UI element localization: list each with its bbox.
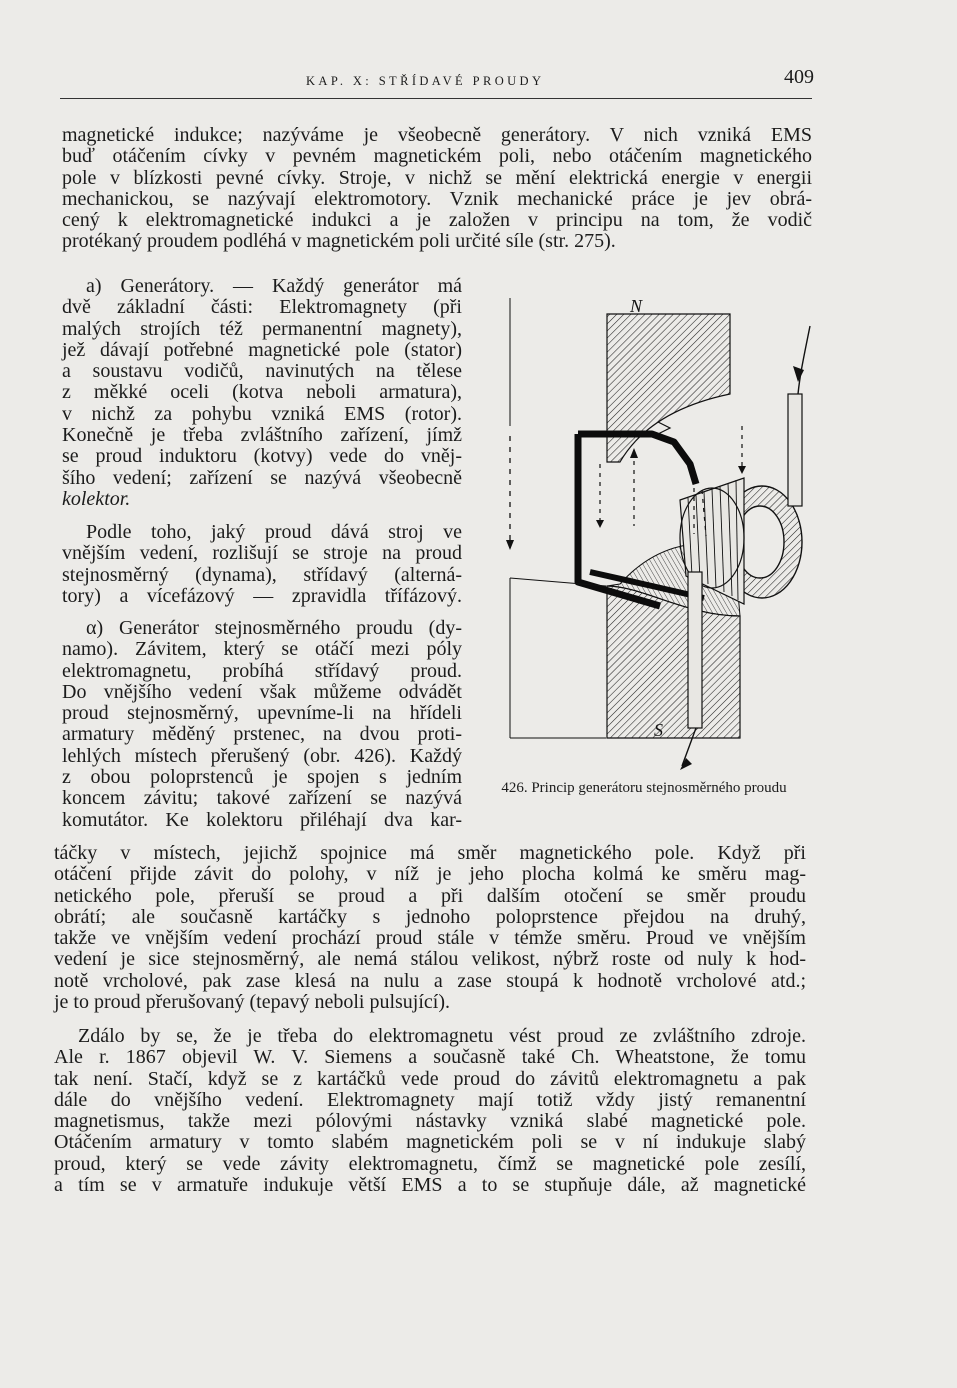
text-line: Zdálo by se, že je třeba do elektromagnetu vést proud ze zvláštního zdroje. (78, 1025, 806, 1047)
text-line: otáčení přijde závit do polohy, v níž je jeho plocha kolmá ke směru mag- (54, 863, 806, 886)
text-line: Podle toho, jaký proud dává stroj ve (86, 521, 462, 543)
figure-caption (478, 780, 810, 797)
text-line: Otáčením armatury v tomto slabém magnetickém poli se v ní indukuje slabý (54, 1131, 806, 1154)
text-line: protékaný proudem podléhá v magnetickém poli určité síle (str. 275). (62, 230, 616, 253)
text-line: v nichž za pohybu vzniká EMS (rotor). (62, 402, 462, 425)
text-line: se proud induktoru (kotvy) vede do vněj- (62, 445, 462, 468)
text-line: buď otáčením cívky v pevném magnetickém poli, nebo otáčením magnetického (62, 145, 812, 168)
text-line: mechanickou, se nazývají elektromotory. Vznik mechanické práce je jev obrá- (62, 187, 812, 210)
text-line: táčky v místech, jejichž spojnice má směr magnetického pole. Když při (54, 842, 806, 864)
alpha-continuation-paragraph (54, 843, 806, 1013)
text-line: proud, který se vede závity elektromagnetu, čímž se magnetické pole zesílí, (54, 1152, 806, 1175)
page-number: 409 (784, 66, 814, 88)
text-line: magnetismus, takže mezi pólovými nástavky vzniká slabé magnetické pole. (54, 1110, 806, 1133)
types-paragraph (62, 522, 462, 607)
text-line: Konečně je třeba zvláštního zařízení, jímž (62, 424, 462, 447)
label-north: N (630, 296, 643, 316)
text-line: je to proud přerušovaný (tepavý neboli pulsující). (54, 991, 451, 1014)
text-line: armatury měděný prstenec, na dvou proti- (62, 723, 462, 746)
text-line: tory) a vícefázový — zpravidla třífázový. (62, 584, 462, 607)
text-line: vnějším vedení, rozlišují se stroje na proud (62, 542, 462, 565)
text-line: koncem závitu; takové zařízení se nazývá (62, 787, 462, 810)
text-line: jež dávají potřebné magnetické pole (stator) (62, 338, 462, 361)
text-line: cený k elektromagnetické indukci a je založen v principu na tom, že vodič (62, 209, 812, 232)
text-line: pole v blízkosti pevné cívky. Stroje, v nichž se mění elektrická energie v energii (62, 166, 812, 189)
text-line: elektromagnetu, probíhá střídavý proud. (62, 659, 462, 682)
text-line: tak není. Stačí, když se z kartáčků vede proud do závitů elektromagnetu a pak (54, 1067, 806, 1090)
generators-paragraph (62, 276, 462, 510)
text-line: a tím se v armatuře indukuje větší EMS a to se stupňuje dále, až magnetické (54, 1174, 806, 1197)
text-line: takže ve vnějším vedení prochází proud stále v témže směru. Proud ve vnějším (54, 927, 806, 950)
text-line: z měkké oceli (kotva neboli armatura), (62, 381, 462, 404)
text-line: obrátí; ale současně kartáčky s jednoho poloprstence přejdou na druhý, (54, 905, 806, 928)
running-title: KAP. X: STŘÍDAVÉ PROUDY (306, 74, 545, 88)
text-line: vedení je sice stejnosměrný, ale nemá stálou velikost, nýbrž roste od nuly k hod- (54, 948, 806, 971)
caption-text: Princip generátoru stejnosměrného proudu (531, 780, 787, 796)
alpha-paragraph (62, 618, 462, 831)
text-line: z obou poloprstenců je spojen s jedním (62, 766, 462, 789)
figure-426-dynamo-diagram (482, 286, 812, 772)
text-line: α) Generátor stejnosměrného proudu (dy- (86, 617, 462, 639)
siemens-paragraph (54, 1026, 806, 1196)
text-line: dále do vnějšího vedení. Elektromagnety mají totiž vždy jistý remanentní (54, 1088, 806, 1111)
text-line: notě vrcholové, pak zase klesá na nulu a zase stoupá k hodnotě vrcholové atd.; (54, 969, 806, 992)
text-line: Ale r. 1867 objevil W. V. Siemens a současně také Ch. Wheatstone, že tomu (54, 1046, 806, 1069)
text-line: kolektor. (62, 487, 131, 510)
text-line: stejnosměrný (dynama), střídavý (alterná- (62, 563, 462, 586)
text-line: proud stejnosměrný, upevníme-li na hřídeli (62, 702, 462, 725)
text-line: Do vnějšího vedení však můžeme odvádět (62, 680, 462, 703)
text-line: a soustavu vodičů, navinutých na tělese (62, 360, 462, 383)
text-line: šího vedení; zařízení se nazývá všeobecně (62, 466, 462, 489)
caption-number: 426. (501, 780, 528, 796)
text-line: magnetické indukce; nazýváme je všeobecně generátory. V nich vzniká EMS (62, 124, 812, 146)
lead-upper-arrow (798, 326, 810, 394)
text-line: namo). Závitem, který se otáčí mezi póly (62, 638, 462, 661)
brush-lower (688, 572, 702, 728)
page-header (60, 68, 812, 99)
intro-paragraph (62, 125, 812, 253)
text-line: dvě základní části: Elektromagnety (při (62, 296, 462, 319)
brush-upper (788, 394, 802, 506)
text-line: netického pole, přeruší se proud a při dalším otočení se směr proudu (54, 884, 806, 907)
label-south: S (654, 720, 663, 740)
text-line: malých strojích též permanentní magnety), (62, 317, 462, 340)
text-line: komutátor. Ke kolektoru přiléhají dva kar- (62, 808, 462, 831)
text-line: a) Generátory. — Každý generátor má (86, 275, 462, 297)
text-line: lehlých místech přerušený (obr. 426). Každý (62, 744, 462, 767)
